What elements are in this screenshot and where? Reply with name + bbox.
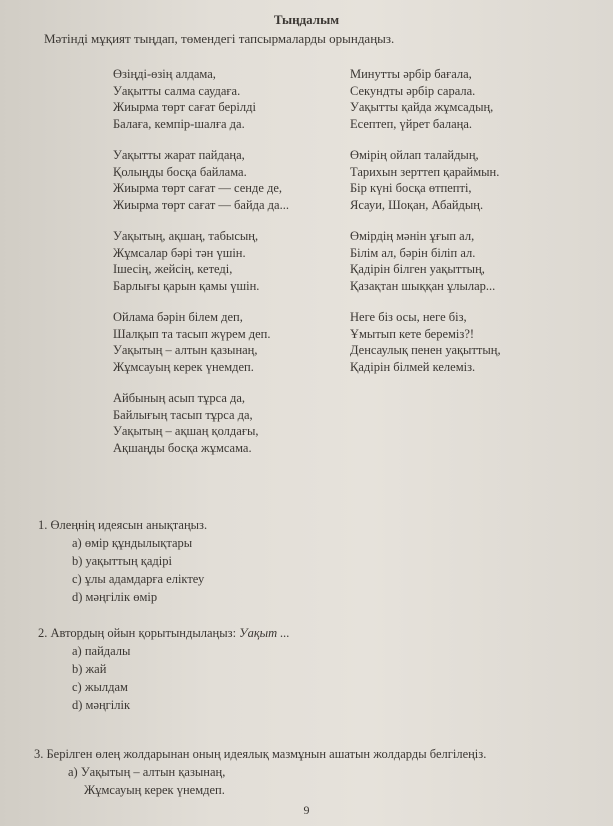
poem-stanza (113, 309, 289, 375)
poem-line: Барлығы қарын қамы үшін. (113, 278, 260, 293)
question-1-text: 1. Өлеңнің идеясын анықтаңыз. (38, 518, 208, 532)
poem-line: Байлығың тасып тұрса да, (113, 407, 253, 422)
poem-stanza (113, 390, 289, 456)
poem-line: Жиырма төрт сағат берілді (113, 100, 256, 114)
poem-line: Жиырма төрт сағат — сенде де, (113, 181, 283, 195)
poem-line: Шалқып та тасып жүрем деп. (113, 326, 271, 341)
poem-line: Уақытты қайда жұмсадың, (350, 100, 494, 114)
poem-line: Тарихын зерттеп қараймын. (350, 164, 500, 179)
instruction-text: Мәтінді мұқият тыңдап, төмендегі тапсырмаларды орындаңыз. (44, 31, 395, 46)
poem-line: Минутты әрбір бағала, (350, 67, 472, 81)
poem-line: Білім ал, бәрін біліп ал. (350, 245, 476, 260)
question-2-text (38, 624, 290, 642)
question-2-option-c[interactable]: c) жылдам (72, 680, 128, 694)
poem-line: Ішесің, жейсің, кетеді, (113, 262, 233, 276)
poem-line: Айбының асып тұрса да, (113, 391, 246, 405)
poem-line: Ойлама бәрін білем деп, (113, 310, 243, 324)
page-title: Тыңдалым (273, 12, 340, 27)
poem-line: Денсаулық пенен уақыттың, (350, 343, 501, 357)
poem-line: Өмірің ойлап талайдың, (350, 148, 479, 162)
question-2-emphasis: Уақыт ... (239, 626, 290, 640)
poem-line: Уақытың – алтын қазынаң, (113, 343, 258, 357)
poem-line: Жұмсауың керек үнемдеп. (113, 359, 254, 374)
question-2 (38, 624, 290, 714)
question-3-option-a-line2: Жұмсауың керек үнемдеп. (84, 783, 225, 797)
poem-stanza (113, 147, 289, 213)
question-3-option-a-line1[interactable]: a) Уақытың – алтын қазынаң, (68, 765, 226, 779)
poem-line: Ясауи, Шоқан, Абайдың. (350, 197, 484, 212)
poem-line: Жиырма төрт сағат — байда да... (113, 197, 289, 212)
poem-line: Есептеп, үйрет балаңа. (350, 116, 473, 131)
question-3-text: 3. Берілген өлең жолдарынан оның идеялық мазмұнын ашатын жолдарды белгілеңіз. (34, 747, 487, 761)
question-2-option-b[interactable]: b) жай (72, 662, 107, 676)
poem-line: Қадірін білмей келеміз. (350, 359, 476, 374)
poem-line: Балаға, кемпір-шалға да. (113, 116, 245, 131)
question-2-option-d[interactable]: d) мәңгілік (72, 698, 131, 712)
poem-left-column (113, 66, 289, 471)
question-1-option-b[interactable]: b) уақыттың қадірі (72, 554, 172, 568)
question-3 (34, 745, 486, 799)
poem-line: Уақытты жарат пайдаңа, (113, 148, 245, 162)
poem-line: Неге біз осы, неге біз, (350, 310, 467, 324)
question-1-option-d[interactable]: d) мәңгілік өмір (72, 590, 158, 604)
question-1-option-c[interactable]: c) ұлы адамдарға еліктеу (72, 572, 205, 586)
page-number: 9 (303, 803, 310, 817)
poem-line: Қолыңды босқа байлама. (113, 164, 247, 179)
poem-line: Ақшаңды босқа жұмсама. (113, 440, 252, 455)
poem-line: Уақытың – ақшаң қолдағы, (113, 424, 259, 438)
poem-line: Секундты әрбір сарала. (350, 83, 476, 98)
question-1-option-a[interactable]: a) өмір құндылықтары (72, 536, 193, 550)
poem-stanza (113, 228, 289, 294)
poem-stanza (350, 147, 501, 213)
poem-line: Жұмсалар бәрі тән үшін. (113, 245, 246, 260)
poem-line: Өмірдің мәнін ұғып ал, (350, 229, 475, 243)
question-2-option-a[interactable]: a) пайдалы (72, 644, 131, 658)
poem-line: Уақытың, ақшаң, табысың, (113, 229, 259, 243)
poem-stanza (350, 309, 501, 375)
poem-line: Қадірін білген уақыттың, (350, 262, 485, 276)
question-1 (38, 516, 207, 606)
poem-line: Бір күні босқа өтпепті, (350, 181, 472, 195)
poem-line: Қазақтан шыққан ұлылар... (350, 278, 496, 293)
question-2-prompt: 2. Автордың ойын қорытындылаңыз: (38, 626, 240, 640)
poem-line: Ұмытып кете береміз?! (350, 326, 475, 341)
poem-stanza (113, 66, 289, 132)
poem-line: Өзіңді-өзің алдама, (113, 67, 216, 81)
poem-line: Уақытты салма саудаға. (113, 83, 241, 98)
poem-stanza (350, 66, 501, 132)
poem-stanza (350, 228, 501, 294)
poem-right-column (350, 66, 501, 390)
